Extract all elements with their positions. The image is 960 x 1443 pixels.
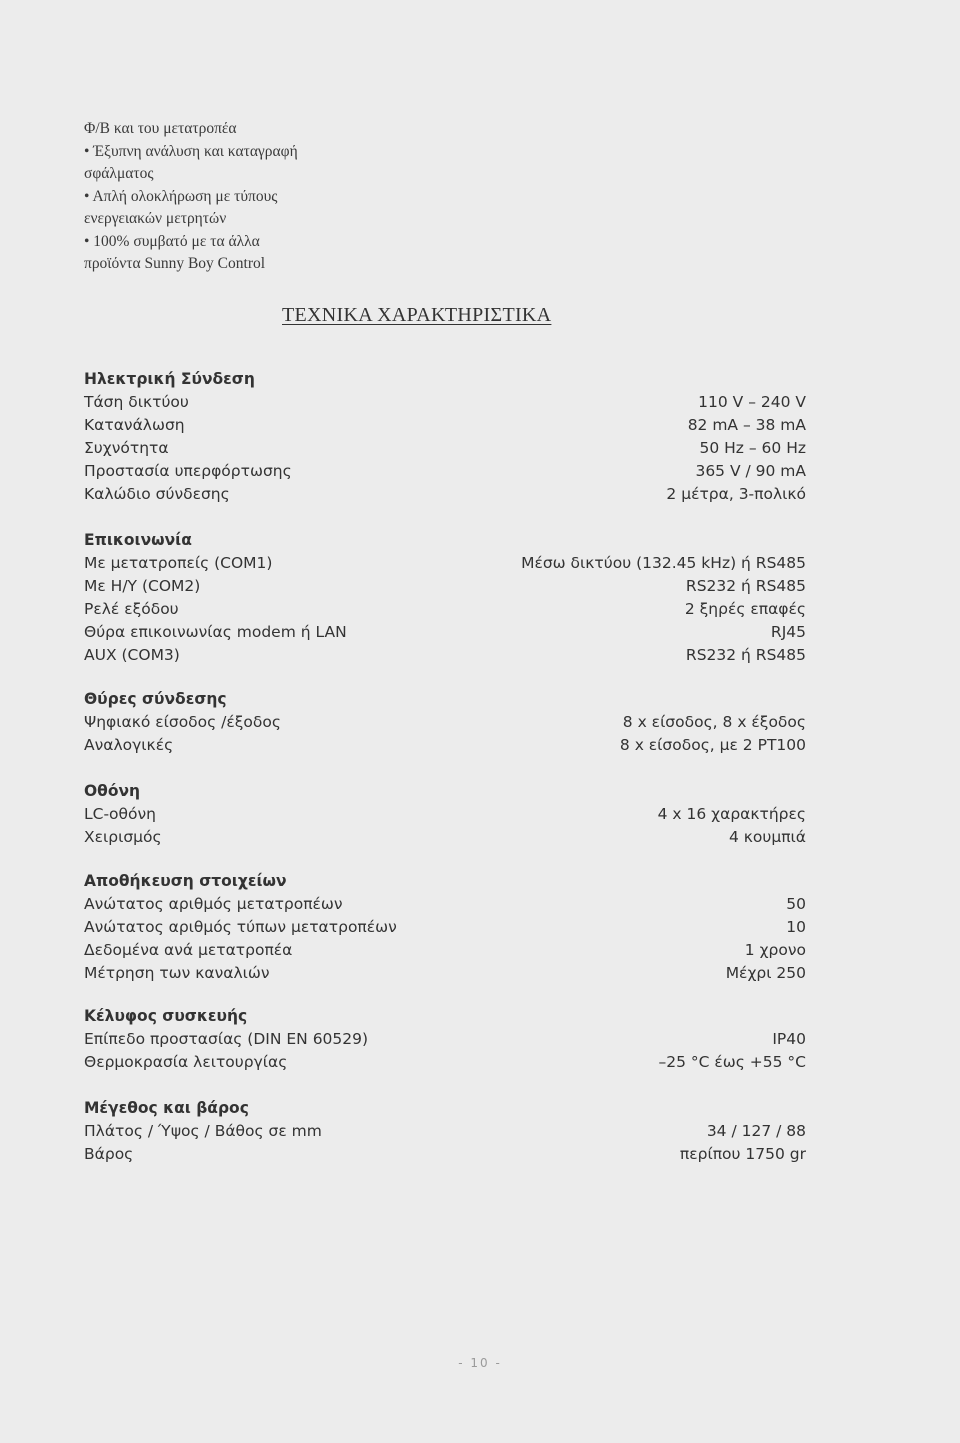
intro-line: προϊόντα Sunny Boy Control — [84, 255, 266, 272]
page-number: - 10 - — [458, 1356, 502, 1370]
intro-line: ενεργειακών μετρητών — [84, 210, 227, 227]
spec-row — [84, 460, 806, 483]
spec-value: IP40 — [772, 1030, 806, 1048]
spec-row — [84, 391, 806, 414]
spec-label: Βάρος — [84, 1145, 134, 1163]
spec-value: 8 x είσοδος, με 2 PT100 — [619, 736, 806, 754]
spec-label: Αναλογικές — [84, 736, 174, 754]
spec-value: Μέχρι 250 — [725, 964, 806, 982]
section-display — [84, 780, 806, 849]
spec-value: RS232 ή RS485 — [685, 646, 806, 664]
spec-row — [84, 1143, 806, 1166]
spec-label: Με Η/Υ (COM2) — [84, 577, 201, 595]
spec-label: Ψηφιακό είσοδος /έξοδος — [84, 713, 281, 731]
section-ports — [84, 688, 806, 757]
spec-row — [84, 414, 806, 437]
spec-label: Τάση δικτύου — [84, 393, 189, 411]
spec-value: 34 / 127 / 88 — [706, 1122, 806, 1140]
spec-label: Προστασία υπερφόρτωσης — [84, 462, 292, 480]
spec-value: Μέσω δικτύου (132.45 kHz) ή RS485 — [521, 554, 806, 572]
spec-row — [84, 575, 806, 598]
spec-row — [84, 803, 806, 826]
spec-value: 1 χρονο — [744, 941, 806, 959]
spec-label: Θύρα επικοινωνίας modem ή LAN — [84, 623, 347, 641]
spec-label: Κατανάλωση — [84, 416, 185, 434]
spec-value: 2 μέτρα, 3-πολικό — [666, 485, 806, 503]
spec-row — [84, 1028, 806, 1051]
spec-value: RS232 ή RS485 — [685, 577, 806, 595]
section-electrical — [84, 368, 806, 506]
spec-value: 4 κουμπιά — [728, 828, 806, 846]
section-heading: Θύρες σύνδεσης — [84, 690, 227, 708]
spec-value: περίπου 1750 gr — [679, 1145, 806, 1163]
section-communication — [84, 529, 806, 667]
intro-line: • 100% συμβατό με τα άλλα — [84, 232, 260, 250]
spec-value: 8 x είσοδος, 8 x έξοδος — [622, 713, 806, 731]
spec-label: Ανώτατος αριθμός τύπων μετατροπέων — [84, 918, 397, 936]
spec-label: Δεδομένα ανά μετατροπέα — [84, 941, 293, 959]
spec-row — [84, 598, 806, 621]
spec-row — [84, 552, 806, 575]
spec-value: 82 mA – 38 mA — [687, 416, 806, 434]
section-heading: Αποθήκευση στοιχείων — [84, 872, 287, 890]
spec-value: 365 V / 90 mA — [695, 462, 806, 480]
spec-label: Πλάτος / Ύψος / Βάθος σε mm — [84, 1122, 322, 1140]
spec-row — [84, 962, 806, 985]
page-title: ΤΕΧΝΙΚΑ ΧΑΡΑΚΤΗΡΙΣΤΙΚΑ — [282, 304, 552, 326]
spec-label: Μέτρηση των καναλιών — [84, 964, 270, 982]
spec-row — [84, 437, 806, 460]
spec-value: 2 ξηρές επαφές — [684, 600, 806, 618]
spec-row — [84, 893, 806, 916]
spec-value: –25 °C έως +55 °C — [658, 1053, 806, 1071]
spec-label: Συχνότητα — [84, 439, 169, 457]
intro-line: • Απλή ολοκλήρωση με τύπους — [84, 187, 278, 205]
intro-line: σφάλματος — [84, 165, 154, 182]
spec-row — [84, 644, 806, 667]
spec-label: Με μετατροπείς (COM1) — [84, 554, 273, 572]
spec-row — [84, 483, 806, 506]
spec-row — [84, 916, 806, 939]
spec-value: 110 V – 240 V — [698, 393, 806, 411]
spec-label: Ανώτατος αριθμός μετατροπέων — [84, 895, 343, 913]
section-heading: Κέλυφος συσκευής — [84, 1007, 248, 1025]
section-data-storage — [84, 870, 806, 985]
spec-row — [84, 711, 806, 734]
section-heading: Οθόνη — [84, 782, 141, 800]
spec-value: 4 x 16 χαρακτήρες — [657, 805, 806, 823]
spec-row — [84, 734, 806, 757]
section-housing — [84, 1005, 806, 1074]
spec-row — [84, 1120, 806, 1143]
section-size-weight — [84, 1097, 806, 1166]
section-heading: Επικοινωνία — [84, 531, 192, 549]
spec-value: RJ45 — [770, 623, 806, 641]
spec-label: Επίπεδο προστασίας (DIN EN 60529) — [84, 1030, 369, 1048]
spec-value: 10 — [786, 918, 806, 936]
section-heading: Ηλεκτρική Σύνδεση — [84, 370, 255, 388]
spec-row — [84, 939, 806, 962]
intro-text — [84, 118, 444, 276]
section-heading: Μέγεθος και βάρος — [84, 1099, 249, 1117]
spec-value: 50 Hz – 60 Hz — [699, 439, 806, 457]
intro-line: • Έξυπνη ανάλυση και καταγραφή — [84, 142, 298, 160]
spec-label: Χειρισμός — [84, 828, 162, 846]
spec-label: AUX (COM3) — [84, 646, 180, 664]
spec-label: Ρελέ εξόδου — [84, 600, 179, 618]
spec-label: Καλώδιο σύνδεσης — [84, 485, 230, 503]
intro-line: Φ/Β και του μετατροπέα — [84, 120, 237, 137]
spec-value: 50 — [786, 895, 806, 913]
spec-label: Θερμοκρασία λειτουργίας — [84, 1053, 288, 1071]
spec-label: LC-οθόνη — [84, 805, 156, 823]
spec-row — [84, 826, 806, 849]
spec-row — [84, 621, 806, 644]
spec-row — [84, 1051, 806, 1074]
